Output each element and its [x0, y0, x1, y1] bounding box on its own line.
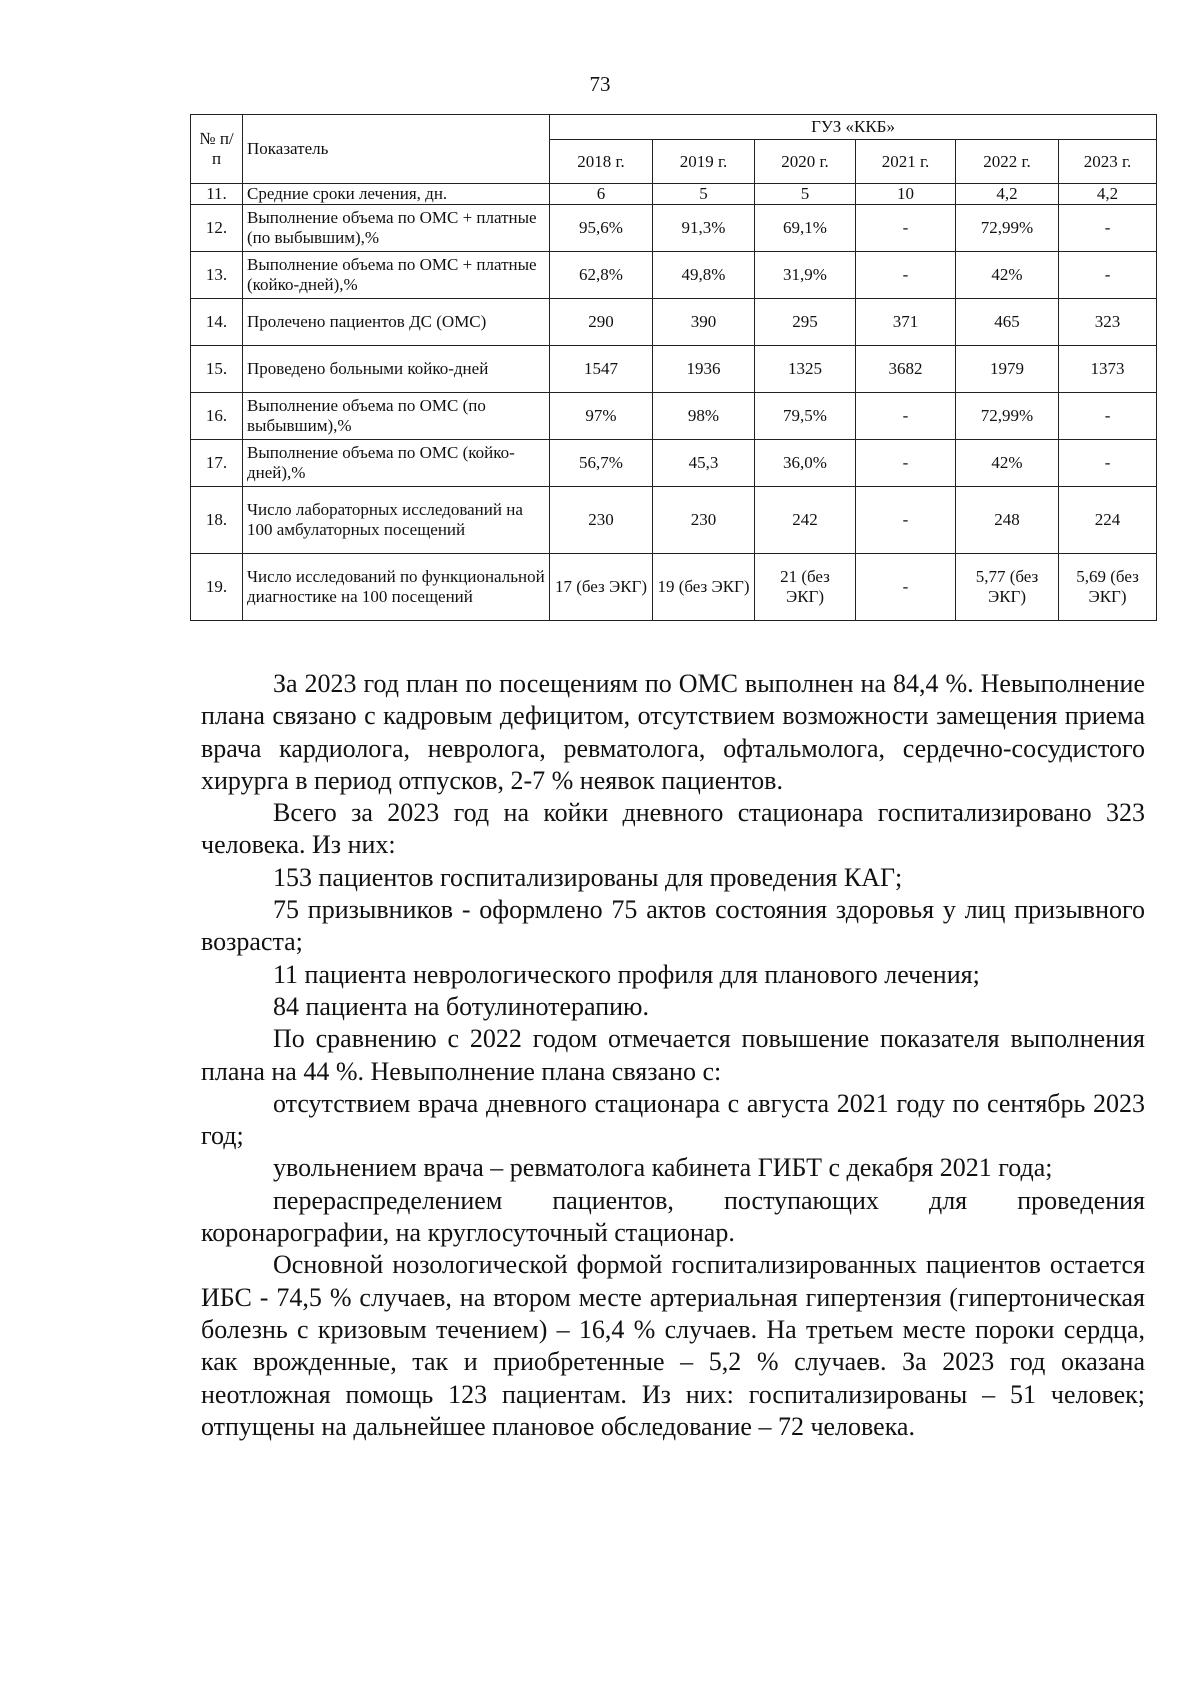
row-value: 5,69 (без ЭКГ)	[1059, 554, 1157, 621]
row-value: 91,3%	[653, 205, 755, 252]
paragraph: 11 пациента неврологического профиля для планового лечения;	[273, 959, 980, 989]
header-year: 2021 г.	[856, 140, 956, 184]
paragraph: увольнением врача – ревматолога кабинета ГИБТ с декабря 2021 года;	[273, 1153, 1053, 1183]
header-year: 2022 г.	[956, 140, 1059, 184]
row-value: -	[1059, 252, 1157, 299]
page-number: 73	[589, 72, 611, 96]
row-value: 323	[1059, 299, 1157, 346]
row-number: 15.	[191, 346, 243, 393]
row-value: 72,99%	[956, 205, 1059, 252]
row-indicator-name: Выполнение объема по ОМС + платные (по выбывшим),%	[243, 205, 550, 252]
table-body	[191, 184, 1157, 621]
header-year: 2018 г.	[550, 140, 653, 184]
row-value: -	[856, 252, 956, 299]
paragraph: По сравнению с 2022 годом отмечается повышение показателя выполнения плана на 44 %. Невыполнение плана связано с:	[201, 1024, 1145, 1086]
row-value: 224	[1059, 487, 1157, 554]
paragraph: 84 пациента на ботулинотерапию.	[273, 991, 649, 1021]
header-organization: ГУЗ «ККБ»	[550, 115, 1157, 140]
row-value: 230	[653, 487, 755, 554]
row-value: 5	[653, 184, 755, 205]
row-value: 3682	[856, 346, 956, 393]
row-value: 248	[956, 487, 1059, 554]
header-number: № п/п	[191, 115, 243, 184]
header-indicator: Показатель	[243, 115, 550, 184]
row-value: -	[1059, 205, 1157, 252]
row-value: 95,6%	[550, 205, 653, 252]
row-value: -	[1059, 393, 1157, 440]
row-value: 5,77 (без ЭКГ)	[956, 554, 1059, 621]
table-row	[191, 299, 1157, 346]
table-row	[191, 205, 1157, 252]
row-number: 16.	[191, 393, 243, 440]
row-indicator-name: Выполнение объема по ОМС (по выбывшим),%	[243, 393, 550, 440]
row-value: 4,2	[1059, 184, 1157, 205]
body-text	[201, 668, 1145, 1443]
row-value: 21 (без ЭКГ)	[755, 554, 856, 621]
row-value: -	[1059, 440, 1157, 487]
row-indicator-name: Число лабораторных исследований на 100 амбулаторных посещений	[243, 487, 550, 554]
row-value: 19 (без ЭКГ)	[653, 554, 755, 621]
paragraph: Основной нозологической формой госпитализированных пациентов остается ИБС - 74,5 % случаев, на втором месте артериальная гипертензия (гипертоническая болезнь с кризовым течением) – 16,4 % случаев. На третьем месте пороки сердца, как врожденные, так и приобретенные – 5,2 % случаев. За 2023 год оказана неотложная помощь 123 пациентам. Из них: госпитализированы – 51 человек; отпущены на дальнейшее плановое обследование – 72 человека.	[201, 1250, 1145, 1441]
paragraph: Всего за 2023 год на койки дневного стационара госпитализировано 323 человека. Из них:	[201, 798, 1145, 860]
paragraph: 153 пациентов госпитализированы для проведения КАГ;	[273, 862, 903, 892]
row-indicator-name: Проведено больными койко-дней	[243, 346, 550, 393]
row-number: 14.	[191, 299, 243, 346]
row-value: 62,8%	[550, 252, 653, 299]
row-value: 4,2	[956, 184, 1059, 205]
header-year: 2019 г.	[653, 140, 755, 184]
row-value: 56,7%	[550, 440, 653, 487]
row-value: 1325	[755, 346, 856, 393]
row-value: 72,99%	[956, 393, 1059, 440]
row-value: 465	[956, 299, 1059, 346]
row-value: 1979	[956, 346, 1059, 393]
table-row	[191, 346, 1157, 393]
row-number: 17.	[191, 440, 243, 487]
row-value: 295	[755, 299, 856, 346]
row-value: 1936	[653, 346, 755, 393]
row-value: 45,3	[653, 440, 755, 487]
row-indicator-name: Число исследований по функциональной диагностике на 100 посещений	[243, 554, 550, 621]
row-value: 42%	[956, 252, 1059, 299]
table-row	[191, 554, 1157, 621]
row-value: 230	[550, 487, 653, 554]
row-value: 5	[755, 184, 856, 205]
row-value: 1373	[1059, 346, 1157, 393]
row-value: 31,9%	[755, 252, 856, 299]
row-value: -	[856, 554, 956, 621]
header-year: 2020 г.	[755, 140, 856, 184]
table-row	[191, 393, 1157, 440]
row-value: 97%	[550, 393, 653, 440]
table-row	[191, 252, 1157, 299]
paragraph: 75 призывников - оформлено 75 актов состояния здоровья у лиц призывного возраста;	[201, 895, 1145, 957]
row-value: 79,5%	[755, 393, 856, 440]
row-indicator-name: Пролечено пациентов ДС (ОМС)	[243, 299, 550, 346]
row-value: 42%	[956, 440, 1059, 487]
row-value: 98%	[653, 393, 755, 440]
paragraph: За 2023 год план по посещениям по ОМС выполнен на 84,4 %. Невыполнение плана связано с кадровым дефицитом, отсутствием возможности замещения приема врача кардиолога, невролога, ревматолога, офтальмолога, сердечно-сосудистого хирурга в период отпусков, 2-7 % неявок пациентов.	[201, 669, 1145, 795]
row-value: -	[856, 440, 956, 487]
row-number: 13.	[191, 252, 243, 299]
indicators-table	[190, 114, 1157, 621]
table-row	[191, 487, 1157, 554]
row-value: 290	[550, 299, 653, 346]
row-value: 242	[755, 487, 856, 554]
row-value: 371	[856, 299, 956, 346]
row-indicator-name: Выполнение объема по ОМС + платные (койко-дней),%	[243, 252, 550, 299]
row-value: -	[856, 393, 956, 440]
row-value: -	[856, 487, 956, 554]
row-number: 18.	[191, 487, 243, 554]
row-value: 49,8%	[653, 252, 755, 299]
row-indicator-name: Средние сроки лечения, дн.	[243, 184, 550, 205]
row-indicator-name: Выполнение объема по ОМС (койко-дней),%	[243, 440, 550, 487]
row-value: -	[856, 205, 956, 252]
row-value: 69,1%	[755, 205, 856, 252]
row-value: 17 (без ЭКГ)	[550, 554, 653, 621]
paragraph: перераспределением пациентов, поступающих для проведения коронарографии, на круглосуточный стационар.	[201, 1185, 1145, 1248]
table-row	[191, 184, 1157, 205]
row-value: 10	[856, 184, 956, 205]
row-value: 390	[653, 299, 755, 346]
table-row	[191, 440, 1157, 487]
row-value: 6	[550, 184, 653, 205]
row-number: 11.	[191, 184, 243, 205]
row-value: 1547	[550, 346, 653, 393]
row-value: 36,0%	[755, 440, 856, 487]
header-year: 2023 г.	[1059, 140, 1157, 184]
row-number: 12.	[191, 205, 243, 252]
row-number: 19.	[191, 554, 243, 621]
paragraph: отсутствием врача дневного стационара с августа 2021 году по сентябрь 2023 год;	[201, 1088, 1145, 1151]
